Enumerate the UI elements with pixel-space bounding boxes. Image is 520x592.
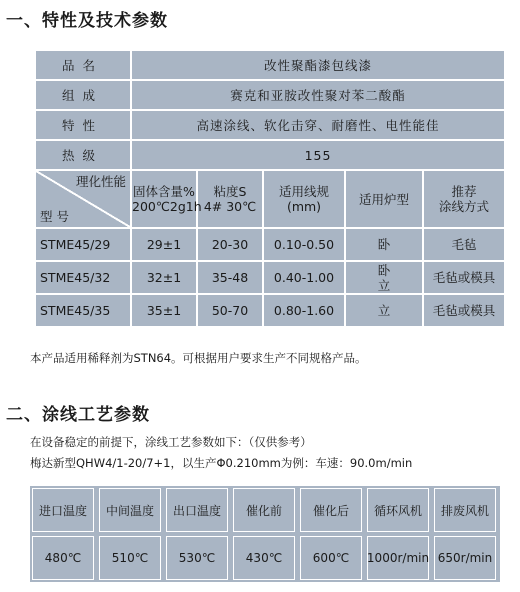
spec-row — [35, 80, 505, 110]
process-header: 中间温度 — [99, 488, 161, 532]
model-cell-gauge: 0.80-1.60 — [263, 294, 345, 327]
spec-value: 高速涂线、软化击穿、耐磨性、电性能佳 — [131, 110, 505, 140]
process-value: 600℃ — [300, 536, 362, 580]
diagonal-top-label: 理化性能 — [75, 174, 126, 189]
model-row — [35, 228, 505, 261]
process-header: 循环风机 — [367, 488, 429, 532]
process-value: 480℃ — [32, 536, 94, 580]
spec-row — [35, 50, 505, 80]
process-value: 1000r/min — [367, 536, 429, 580]
model-cell-method: 毛毡或模具 — [423, 261, 505, 294]
section2-title: 二、涂线工艺参数 — [6, 405, 150, 425]
spec-value: 赛克和亚胺改性聚对苯二酸酯 — [131, 80, 505, 110]
process-value: 510℃ — [99, 536, 161, 580]
process-header: 排废风机 — [434, 488, 496, 532]
spec-note: 本产品适用稀释剂为STN64。可根据用户要求生产不同规格产品。 — [30, 351, 367, 365]
process-header: 催化后 — [300, 488, 362, 532]
model-cell-model: STME45/29 — [35, 228, 131, 261]
spec-label: 组 成 — [35, 80, 131, 110]
spec-label: 特 性 — [35, 110, 131, 140]
spec-label: 热 级 — [35, 140, 131, 170]
diagonal-header-cell — [35, 170, 131, 228]
spec-value: 改性聚酯漆包线漆 — [131, 50, 505, 80]
spec-header-row — [35, 170, 505, 228]
model-cell-method: 毛毡 — [423, 228, 505, 261]
process-header: 出口温度 — [166, 488, 228, 532]
model-cell-solid: 29±1 — [131, 228, 197, 261]
process-value: 650r/min — [434, 536, 496, 580]
process-value: 530℃ — [166, 536, 228, 580]
model-cell-model: STME45/35 — [35, 294, 131, 327]
model-cell-model: STME45/32 — [35, 261, 131, 294]
col-header: 固体含量% 200℃2g1h — [131, 170, 197, 228]
process-example: 梅达新型QHW4/1-20/7+1，以生产Φ0.210mm为例：车速：90.0m/min — [30, 456, 413, 470]
col-header: 适用炉型 — [345, 170, 423, 228]
spec-row — [35, 140, 505, 170]
diagonal-bottom-label: 型 号 — [40, 209, 69, 224]
model-cell-visc: 35-48 — [197, 261, 263, 294]
col-header: 适用线规 (mm) — [263, 170, 345, 228]
spec-row — [35, 110, 505, 140]
section1-title: 一、特性及技术参数 — [6, 11, 168, 31]
model-cell-furnace: 卧 立 — [345, 261, 423, 294]
spec-table — [34, 49, 506, 328]
model-cell-solid: 35±1 — [131, 294, 197, 327]
process-header: 进口温度 — [32, 488, 94, 532]
model-row — [35, 261, 505, 294]
spec-value: 155 — [131, 140, 505, 170]
model-cell-method: 毛毡或模具 — [423, 294, 505, 327]
model-cell-visc: 20-30 — [197, 228, 263, 261]
process-value: 430℃ — [233, 536, 295, 580]
model-cell-visc: 50-70 — [197, 294, 263, 327]
model-cell-furnace: 卧 — [345, 228, 423, 261]
process-intro: 在设备稳定的前提下，涂线工艺参数如下：（仅供参考） — [30, 435, 312, 449]
model-cell-gauge: 0.40-1.00 — [263, 261, 345, 294]
process-table — [30, 486, 500, 582]
process-header: 催化前 — [233, 488, 295, 532]
model-cell-solid: 32±1 — [131, 261, 197, 294]
spec-label: 品 名 — [35, 50, 131, 80]
model-row — [35, 294, 505, 327]
model-cell-furnace: 立 — [345, 294, 423, 327]
col-header: 粘度S 4# 30℃ — [197, 170, 263, 228]
col-header: 推荐 涂线方式 — [423, 170, 505, 228]
model-cell-gauge: 0.10-0.50 — [263, 228, 345, 261]
